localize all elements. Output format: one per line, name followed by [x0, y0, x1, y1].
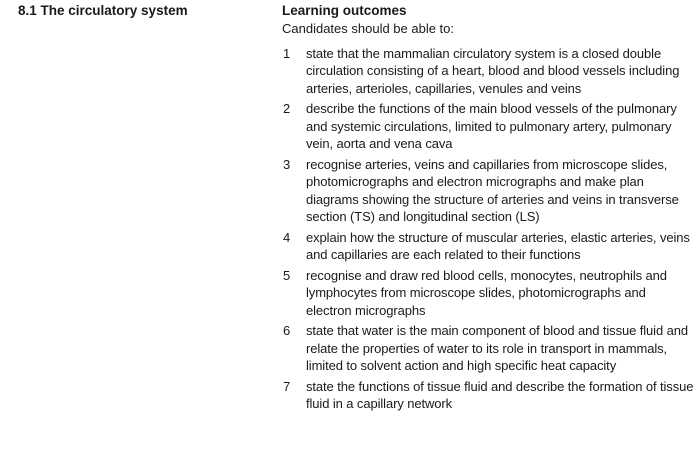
outcome-number: 4 — [283, 229, 291, 245]
outcomes-list — [282, 45, 694, 413]
outcome-item-7 — [282, 378, 694, 413]
outcome-number: 2 — [283, 101, 291, 116]
outcome-number: 3 — [283, 156, 291, 172]
outcome-item-4 — [282, 229, 694, 264]
outcome-number: 5 — [283, 267, 291, 283]
outcome-text: state that the mammalian circulatory system is a closed double circulation consisting of a heart, blood and blood vessels including arteries, arterioles, capillaries, venules and veins — [306, 45, 680, 96]
outcome-text: recognise arteries, veins and capillaries from microscope slides, photomicrographs and electron micrographs and make plan diagrams showing the structure of arteries and veins in transverse section (TS) and longitudinal section (LS) — [306, 156, 679, 224]
outcome-item-3 — [282, 156, 694, 226]
outcome-item-5 — [282, 267, 694, 320]
outcome-text: state that water is the main component of blood and tissue fluid and relate the properties of water to its role in transport in mammals, limited to solvent action and high specific heat capacity — [306, 323, 688, 373]
learning-outcomes-section — [282, 2, 694, 416]
outcome-item-6 — [282, 322, 694, 375]
outcome-text: recognise and draw red blood cells, monocytes, neutrophils and lymphocytes from microscope slides, photomicrographs and electron micrographs — [306, 267, 667, 318]
outcome-number: 7 — [283, 378, 291, 394]
section-title: 8.1 The circulatory system — [18, 3, 188, 18]
outcome-text: describe the functions of the main blood vessels of the pulmonary and systemic circulations, limited to pulmonary artery, pulmonary vein, aorta and vena cava — [306, 101, 677, 151]
outcome-text: explain how the structure of muscular arteries, elastic arteries, veins and capillaries are each related to their functions — [306, 229, 690, 262]
outcome-item-2 — [282, 100, 694, 153]
outcome-number: 1 — [283, 45, 291, 61]
learning-outcomes-intro: Candidates should be able to: — [282, 21, 455, 36]
outcome-text: state the functions of tissue fluid and describe the formation of tissue fluid in a capillary network — [306, 378, 694, 411]
outcome-number: 6 — [283, 323, 291, 338]
outcome-item-1 — [282, 45, 694, 98]
learning-outcomes-heading: Learning outcomes — [282, 3, 407, 18]
